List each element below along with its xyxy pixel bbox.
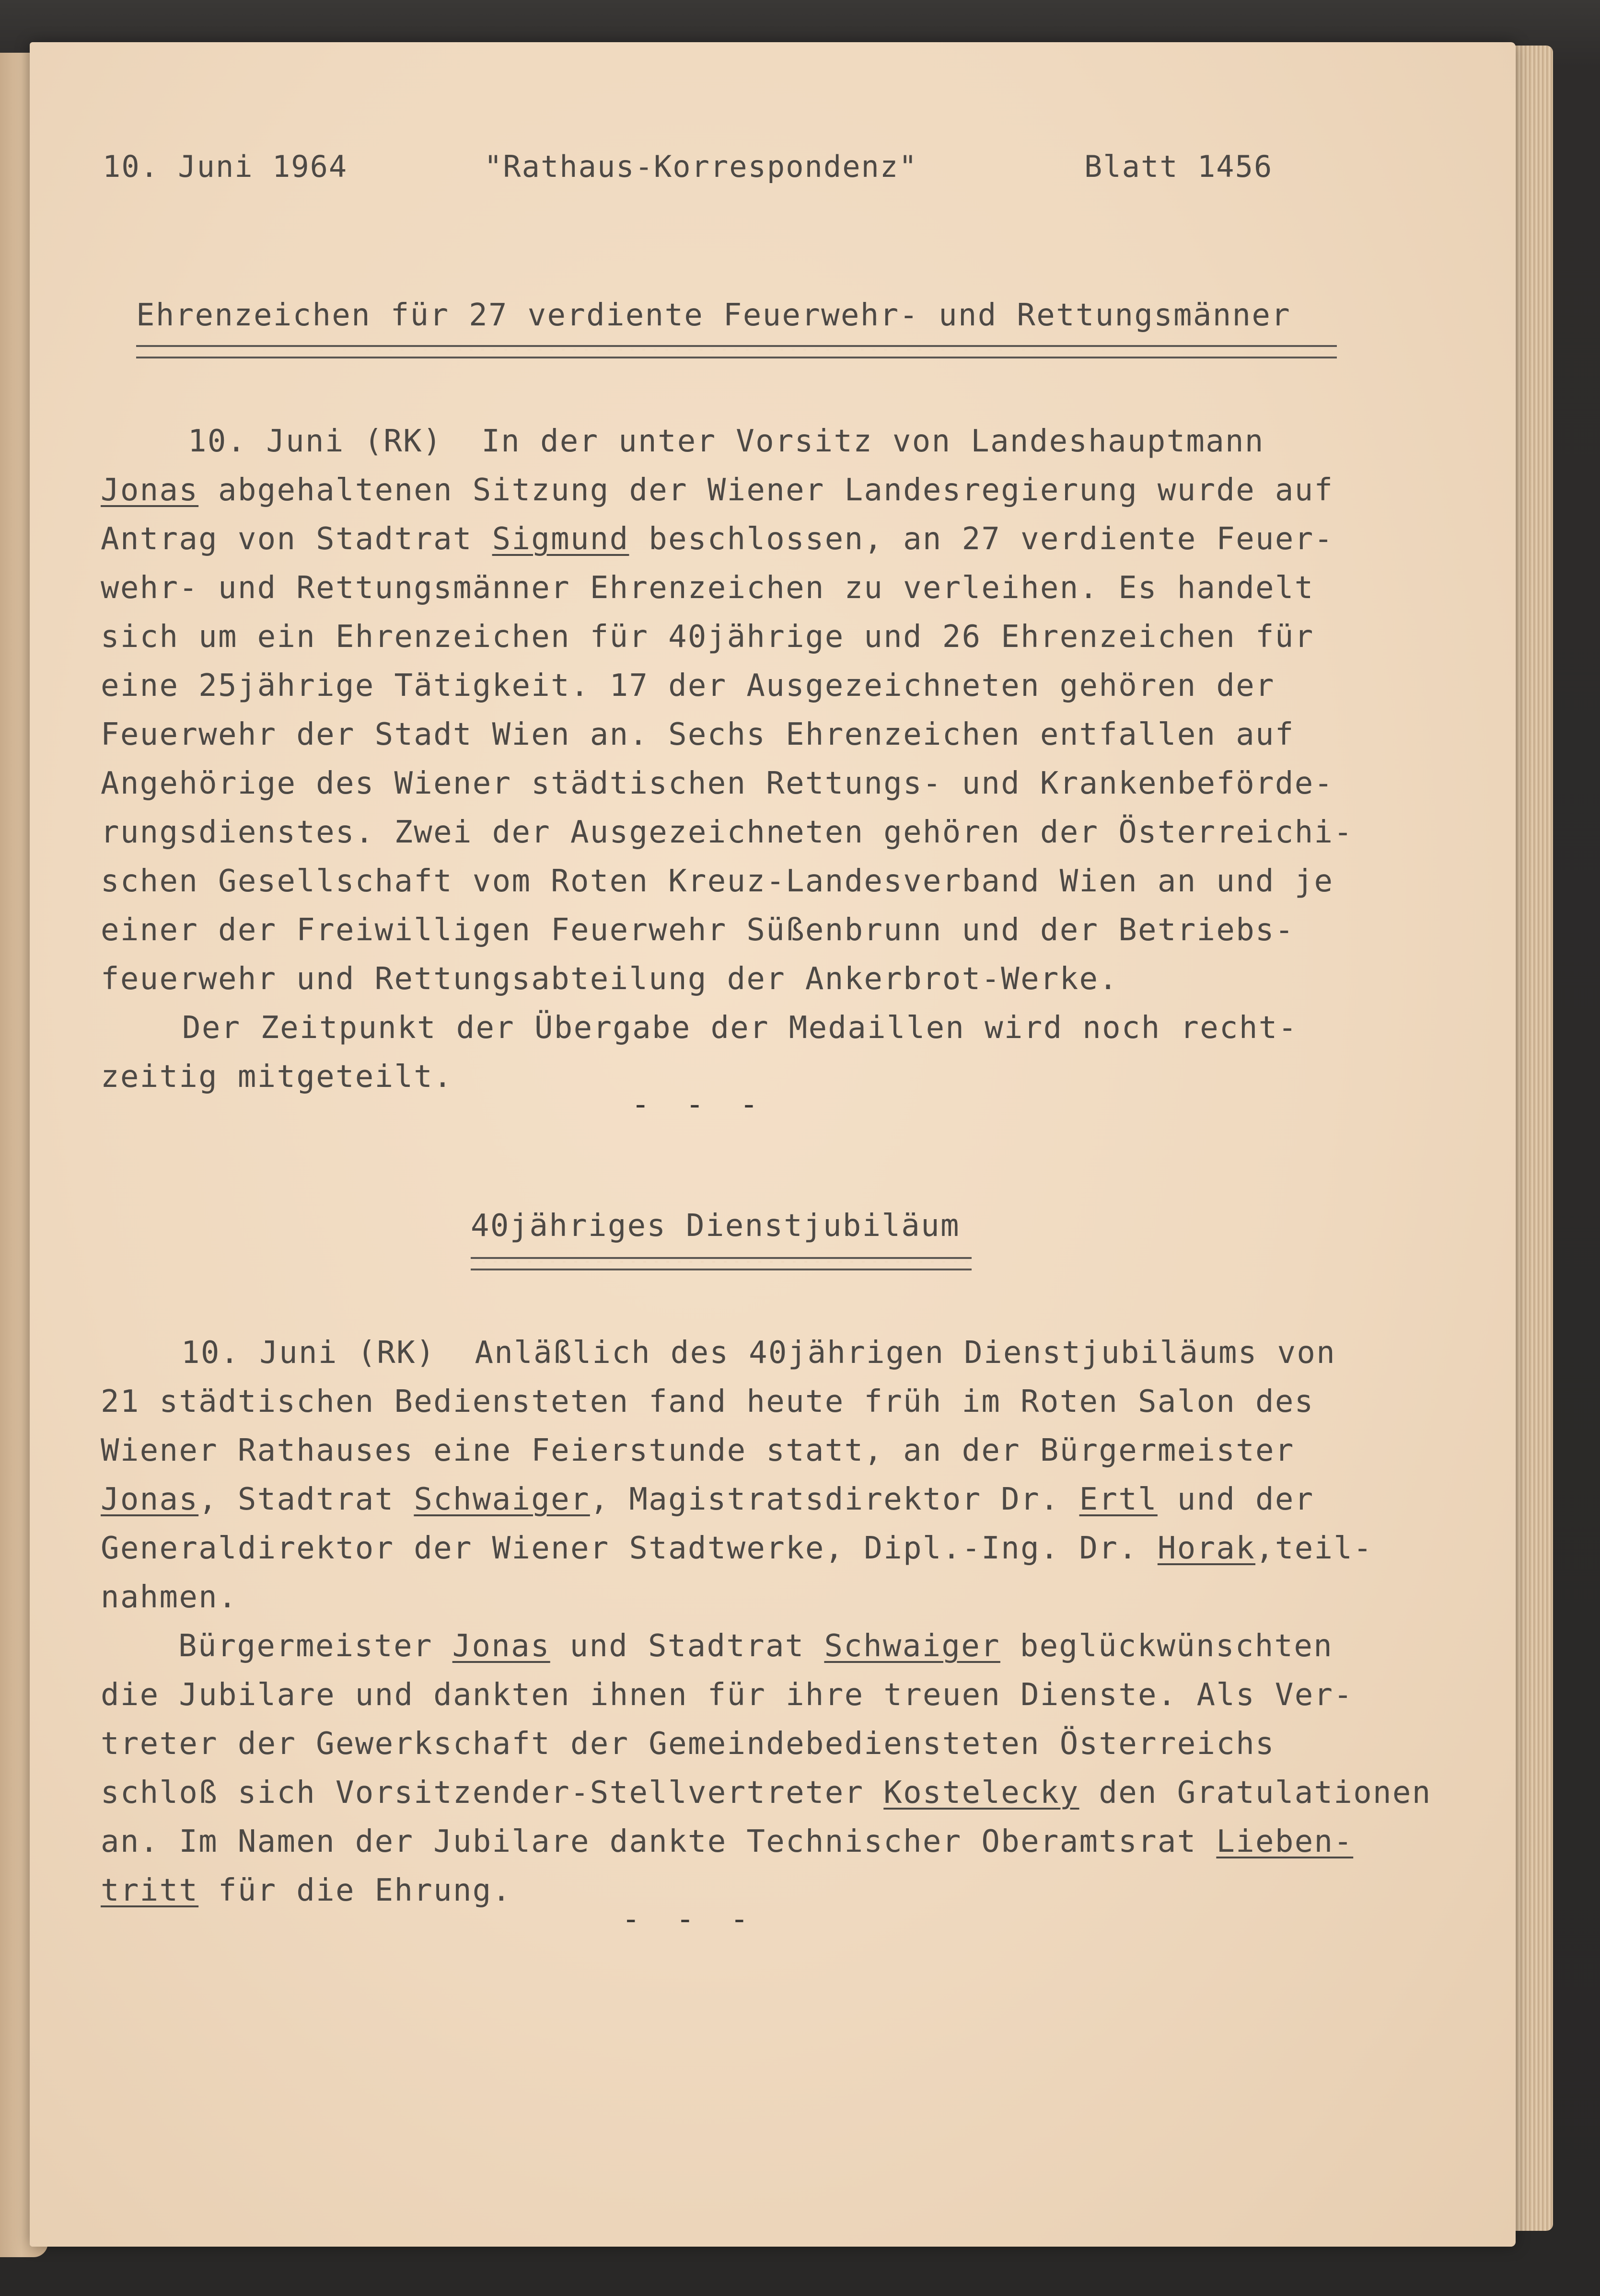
text-line bbox=[101, 715, 1295, 754]
text-segment: 21 städtischen Bediensteten fand heute früh im Roten Salon des bbox=[101, 1384, 1314, 1419]
underlined-name: Sigmund bbox=[492, 521, 629, 557]
text-line bbox=[101, 911, 1295, 949]
text-segment: Wiener Rathauses eine Feierstunde statt, an der Bürgermeister bbox=[101, 1433, 1295, 1468]
underlined-name: Schwaiger bbox=[824, 1628, 1000, 1664]
title-double-rule bbox=[471, 1257, 972, 1270]
text-segment: , Stadtrat bbox=[198, 1482, 414, 1517]
text-segment: , Magistratsdirektor Dr. bbox=[590, 1482, 1079, 1517]
header-date: 10. Juni 1964 bbox=[103, 149, 348, 184]
text-line bbox=[101, 1480, 1314, 1519]
header-sheet-number: Blatt 1456 bbox=[1084, 149, 1273, 184]
text-segment: rungsdienstes. Zwei der Ausgezeichneten gehören der Österreichi- bbox=[101, 815, 1354, 850]
text-segment: und Stadtrat bbox=[550, 1628, 824, 1664]
text-line bbox=[178, 1627, 1333, 1665]
title-double-rule bbox=[136, 345, 1337, 358]
text-segment: treter der Gewerkschaft der Gemeindebediensteten Österreichs bbox=[101, 1726, 1275, 1762]
text-line bbox=[101, 1058, 453, 1096]
text-segment: wehr- und Rettungsmänner Ehrenzeichen zu verleihen. Es handelt bbox=[101, 570, 1314, 606]
underlined-name: Jonas bbox=[101, 1482, 199, 1517]
text-line bbox=[101, 1383, 1314, 1421]
text-segment: beschlossen, an 27 verdiente Feuer- bbox=[629, 521, 1334, 557]
text-line bbox=[101, 1578, 238, 1616]
text-segment: zeitig mitgeteilt. bbox=[101, 1059, 453, 1095]
text-line bbox=[101, 764, 1333, 803]
text-line bbox=[101, 1823, 1353, 1861]
text-line bbox=[101, 862, 1333, 900]
text-segment: feuerwehr und Rettungsabteilung der Ankerbrot-Werke. bbox=[101, 961, 1119, 997]
text-line bbox=[181, 1334, 1336, 1372]
text-segment: Generaldirektor der Wiener Stadtwerke, Dipl.-Ing. Dr. bbox=[101, 1531, 1158, 1566]
text-segment: sich um ein Ehrenzeichen für 40jährige und 26 Ehrenzeichen für bbox=[101, 619, 1314, 655]
section-separator: - - - bbox=[631, 1087, 767, 1122]
text-segment: die Jubilare und dankten ihnen für ihre treuen Dienste. Als Ver- bbox=[101, 1677, 1354, 1713]
article-title: 40jähriges Dienstjubiläum bbox=[471, 1208, 960, 1244]
text-segment: nahmen. bbox=[101, 1580, 238, 1615]
text-segment: 10. Juni (RK) In der unter Vorsitz von Landeshauptmann bbox=[188, 424, 1264, 459]
header-publication: "Rathaus-Korrespondenz" bbox=[484, 149, 918, 184]
text-segment: Bürgermeister bbox=[178, 1628, 452, 1664]
underlined-name: Jonas bbox=[452, 1628, 550, 1664]
section-separator: - - - bbox=[622, 1902, 757, 1937]
text-segment: eine 25jährige Tätigkeit. 17 der Ausgezeichneten gehören der bbox=[101, 668, 1275, 704]
underlined-name: Lieben- bbox=[1216, 1824, 1354, 1859]
text-line bbox=[101, 813, 1353, 852]
text-line bbox=[101, 1871, 511, 1910]
text-line bbox=[101, 960, 1118, 998]
text-segment: Antrag von Stadtrat bbox=[101, 521, 492, 557]
text-segment: Angehörige des Wiener städtischen Rettungs- und Krankenbeförde- bbox=[101, 766, 1334, 801]
text-segment: 10. Juni (RK) Anläßlich des 40jährigen Dienstjubiläums von bbox=[181, 1335, 1336, 1371]
text-line bbox=[101, 471, 1333, 509]
underlined-name: tritt bbox=[101, 1873, 199, 1908]
text-line bbox=[101, 1529, 1373, 1568]
underlined-name: Horak bbox=[1157, 1531, 1256, 1566]
underlined-name: Schwaiger bbox=[414, 1482, 590, 1517]
text-line bbox=[101, 1676, 1353, 1714]
text-segment: für die Ehrung. bbox=[198, 1873, 512, 1908]
text-line bbox=[101, 1725, 1275, 1763]
text-line bbox=[188, 422, 1264, 461]
text-segment: beglückwünschten bbox=[1000, 1628, 1333, 1664]
text-segment: ,teil- bbox=[1255, 1531, 1373, 1566]
underlined-name: Kostelecky bbox=[883, 1775, 1079, 1811]
text-line bbox=[101, 569, 1314, 607]
text-line bbox=[182, 1009, 1298, 1047]
text-segment: einer der Freiwilligen Feuerwehr Süßenbrunn und der Betriebs- bbox=[101, 912, 1295, 948]
text-line bbox=[101, 667, 1275, 705]
text-segment: Der Zeitpunkt der Übergabe der Medaillen wird noch recht- bbox=[182, 1010, 1298, 1046]
document-page bbox=[30, 42, 1516, 2247]
text-segment: den Gratulationen bbox=[1079, 1775, 1432, 1811]
text-line bbox=[101, 1431, 1295, 1470]
text-segment: schen Gesellschaft vom Roten Kreuz-Landesverband Wien an und je bbox=[101, 864, 1334, 899]
article-title: Ehrenzeichen für 27 verdiente Feuerwehr- und Rettungsmänner bbox=[136, 298, 1291, 333]
text-line bbox=[101, 1774, 1432, 1812]
text-line bbox=[101, 618, 1314, 656]
text-segment: schloß sich Vorsitzender-Stellvertreter bbox=[101, 1775, 884, 1811]
text-segment: Feuerwehr der Stadt Wien an. Sechs Ehrenzeichen entfallen auf bbox=[101, 717, 1295, 752]
text-segment: an. Im Namen der Jubilare dankte Technischer Oberamtsrat bbox=[101, 1824, 1217, 1859]
text-line bbox=[101, 520, 1333, 558]
text-segment: abgehaltenen Sitzung der Wiener Landesregierung wurde auf bbox=[198, 473, 1334, 508]
underlined-name: Jonas bbox=[101, 473, 199, 508]
underlined-name: Ertl bbox=[1079, 1482, 1158, 1517]
text-segment: und der bbox=[1157, 1482, 1314, 1517]
